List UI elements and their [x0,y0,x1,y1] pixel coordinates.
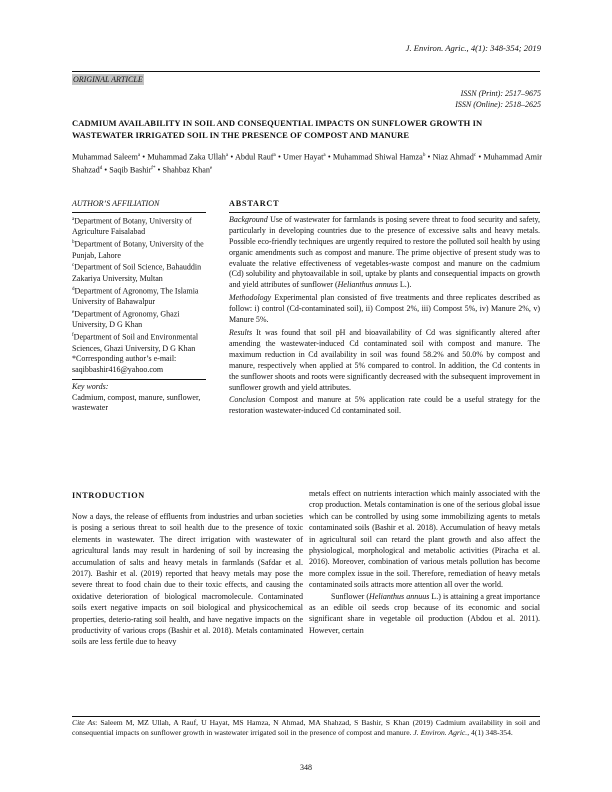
author: Umer Hayat [283,152,324,162]
intro-column-left [72,511,303,648]
abstract-heading: ABSTARCT [229,199,540,213]
keywords-label: Key words: [72,381,109,391]
author-affil-mark: f* [151,166,156,172]
author: Muhammad Saleem [72,152,138,162]
citation: Cite As: Saleem M, MZ Ullah, A Rauf, U Hayat, MS Hamza, N Ahmad, MA Shahzad, S Bashir, S Khan (2019) Cadmium availability in soil and consequential impacts on sunflower growth in wastewater irrigated soil in the presence of compost and manure. J. Environ. Agric., 4(1) 348-354. [72,718,540,738]
author-affil-mark: c [473,153,477,158]
author: Niaz Ahmad [432,152,474,162]
abstract-background: Background Use of wastewater for farmlands is posing severe threat to food security and safety, particularly in developing countries due to the presence of excessive salts and heavy metals. Possible eco-friendly techniques are urgently required to restore the polluted soil health by using organic amendments such as compost and manure. The prime objective of present study was to evaluate the relative effectiveness of vegetables-waste compost and manure on the cadmium (Cd) solubility and phytoavailable in soil, uptake by plants and consequential impacts on growth and yield attributes of sunflower (Helianthus annuus L.). [229,214,540,290]
page-number: 348 [300,763,312,772]
paper-title: CADMIUM AVAILABILITY IN SOIL AND CONSEQUENTIAL IMPACTS ON SUNFLOWER GROWTH IN WASTEWATER IRRIGATED SOIL IN THE PRESENCE OF COMPOST AND MANURE [72,118,483,140]
affiliation-item: $^a$Department of Botany, University of Agriculture Faisalabad [72,216,192,237]
author: Muhammad Zaka Ullah [147,152,226,162]
author: Abdul Rauf [234,152,274,162]
corresponding-author-email[interactable]: *Corresponding author’s e-mail: saqibbashir416@yahoo.com [72,354,177,375]
author: Saqib Bashir [109,165,152,175]
author: Shahbaz Khan [162,165,210,175]
author-affil-mark: a [137,153,141,158]
affiliation-item: $^c$Department of Soil Science, Bahauddin Zakariya University, Multan [72,262,202,283]
abstract-results: Results It was found that soil pH and bioavailability of Cd was significantly altered after amending the wastewater-induced Cd contaminated soil with compost and manure. The maximum reduction in Cd availability in soil was found 58.2% and 50.0% by compost and manure, respectively when applied at 5% compared to control. In addition, the Cd contents in the sunflower shoots and roots were significantly decreased with the subsequent improvement in sunflower growth and yield attributes. [229,327,540,392]
intro-column-right [309,488,540,636]
affiliation-heading: AUTHOR’S AFFILIATION [72,199,206,213]
author-list: Muhammad Saleem$^a$ • Muhammad Zaka Ullah$^a$ • Abdul Rauf$^a$ • Umer Hayat$^a$ • Muhammad Shiwal Hamza$^b$ • Niaz Ahmad$^c$ • Muhammad Amir Shahzad$^d$ • Saqib Bashir$^{f*}$ • Shahbaz Khan$^e$ [72,152,542,175]
keywords: Cadmium, compost, manure, sunflower, wastewater [72,392,201,413]
author-affil-mark: d [99,166,103,172]
intro-paragraph: Sunflower (Helianthus annuus L.) is attaining a great importance as an edible oil seeds crop because of its economic and social significant share in vegetable oil production (Abdou et al. 2011). However, certain [309,591,540,635]
affiliation-item: $^b$Department of Botany, University of the Punjab, Lahore [72,239,204,260]
keywords-block [72,379,206,414]
author-affil-mark: b [422,153,426,158]
author: Muhammad Shiwal Hamza [332,152,423,162]
abstract-column [229,199,540,419]
author-affil-mark: a [225,153,229,158]
abstract-methodology: Methodology Experimental plan consisted of five treatments and three replicates described as follow: i) control (Cd-contaminated soil), ii) Compost 2%, iii) Compost 5%, iv) Manure 2%, v) Manure 5%. [229,293,540,325]
affiliation-column [72,199,206,414]
author: Muhammad Amir Shahzad [72,152,542,175]
journal-reference: J. Environ. Agric., 4(1): 348-354; 2019 [405,43,541,53]
author-affil-mark: a [323,153,326,158]
author-affil-mark: e [209,166,213,172]
article-type-badge: ORIGINAL ARTICLE [73,75,143,84]
cite-divider [72,716,540,717]
introduction-heading: INTRODUCTION [72,491,145,500]
affiliation-list [72,215,206,376]
intro-paragraph: metals effect on nutrients interaction which mainly associated with the crop production. Metals contamination is one of the serious global issue which can be controlled by using some immobilizing agents to metals contaminated soils (Bashir et al. 2018). Accumulation of heavy metals in agricultural soil can retard the plant growth and also affect the physiological, morphological and metabolic activities (Piracha et al. 2016). Moreover, combination of various metals pollution has become more complex issue in the soil. Therefore, remediation of heavy metals contaminated soils attracts more attention all over the world. [309,489,540,590]
issn-online: ISSN (Online): 2518–2625 [455,100,541,109]
author-affil-mark: a [273,153,276,158]
abstract-conclusion: Conclusion Compost and manure at 5% application rate could be a useful strategy for the restoration wastewater-induced Cd contaminated soil. [229,395,540,416]
intro-paragraph: Now a days, the release of effluents from industries and urban societies is posing a serious threat to soil health due to the presence of toxic elements in wastewater. The direct irrigation with wastewater of agricultural lands may result in hardening of soil by increasing the accumulation of salts and heavy metals in farmlands (Safdar et al. 2017). Bashir et al. (2019) reported that heavy metals may pose the severe threat to food chain due to their toxic effects, and causing the oxidative deterioration of biological macromolecule. Contaminated soils exert negative impacts on soil biological and physicochemical properties, deterio-rating soil health, and have negative impacts on the productivity of various crops (Bashir et al. 2018). Metals contaminated soils are less fertile due to heavy [72,512,303,647]
header-divider [72,71,540,72]
affiliation-item: $^d$Department of Agronomy, The Islamia University of Bahawalpur [72,286,199,306]
affiliation-item: $^e$Department of Agronomy, Ghazi University, D G Khan [72,309,180,330]
affiliation-item: $^f$Department of Soil and Environmental Sciences, Ghazi University, D G Khan [72,332,199,353]
issn-print: ISSN (Print): 2517–9675 [460,89,541,98]
